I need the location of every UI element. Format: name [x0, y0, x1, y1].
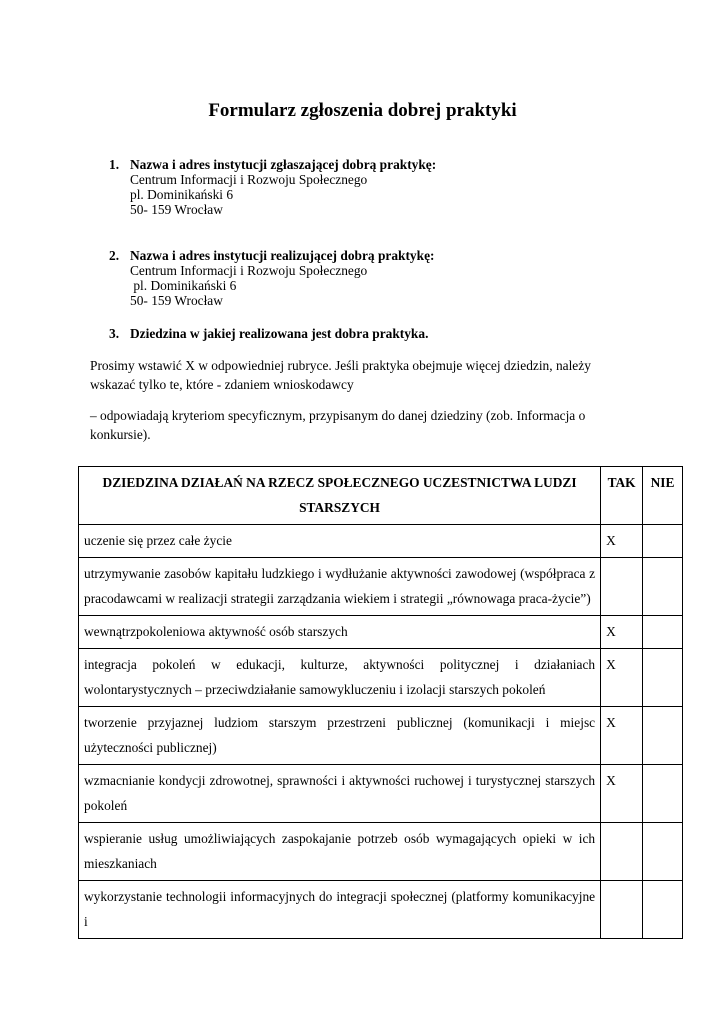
section-1 [109, 157, 436, 217]
nie-cell[interactable] [643, 649, 683, 707]
domain-table [78, 466, 683, 939]
table-row [79, 616, 683, 649]
section-2-heading [109, 248, 434, 263]
section-2-number: 2. [109, 248, 120, 263]
domain-cell: tworzenie przyjaznej ludziom starszym przestrzeni publicznej (komunikacji i miejsc użyteczności publicznej) [79, 707, 601, 765]
section-3-heading [109, 326, 428, 341]
nie-cell[interactable] [643, 616, 683, 649]
tak-cell[interactable] [601, 881, 643, 939]
domain-cell: wzmacnianie kondycji zdrowotnej, sprawności i aktywności ruchowej i turystycznej starszych pokoleń [79, 765, 601, 823]
domain-cell: wykorzystanie technologii informacyjnych do integracji społecznej (platformy komunikacyjne i [79, 881, 601, 939]
section-2-line-2: pl. Dominikański 6 [130, 278, 237, 293]
tak-cell[interactable]: X [601, 525, 643, 558]
section-3-number: 3. [109, 326, 120, 341]
section-2-line-1: Centrum Informacji i Rozwoju Społecznego [130, 263, 368, 278]
section-1-heading [109, 157, 436, 172]
tak-cell[interactable] [601, 823, 643, 881]
section-1-line-2: pl. Dominikański 6 [130, 187, 234, 202]
section-2-line-3: 50- 159 Wrocław [130, 293, 223, 308]
table-row [79, 707, 683, 765]
nie-cell[interactable] [643, 881, 683, 939]
domain-cell: wspieranie usług umożliwiających zaspokajanie potrzeb osób wymagających opieki w ich mieszkaniach [79, 823, 601, 881]
section-1-line-1: Centrum Informacji i Rozwoju Społecznego [130, 172, 368, 187]
instructions-paragraph-1 [90, 356, 610, 394]
instructions-paragraph-2 [90, 406, 610, 444]
table-row [79, 558, 683, 616]
section-2 [109, 248, 434, 308]
tak-cell[interactable] [601, 558, 643, 616]
table-row [79, 881, 683, 939]
nie-column-header: NIE [643, 467, 683, 525]
section-1-heading-text: Nazwa i adres instytucji zgłaszającej dobrą praktykę: [130, 157, 437, 172]
domain-cell: integracja pokoleń w edukacji, kulturze, aktywności politycznej i działaniach wolontarystycznych – przeciwdziałanie samowykluczeniu i izolacji starszych pokoleń [79, 649, 601, 707]
section-2-heading-text: Nazwa i adres instytucji realizującej dobrą praktykę: [130, 248, 435, 263]
tak-column-header: TAK [601, 467, 643, 525]
nie-cell[interactable] [643, 525, 683, 558]
tak-cell[interactable]: X [601, 765, 643, 823]
nie-cell[interactable] [643, 558, 683, 616]
section-1-line-3: 50- 159 Wrocław [130, 202, 223, 217]
nie-cell[interactable] [643, 823, 683, 881]
section-3-heading-text: Dziedzina w jakiej realizowana jest dobra praktyka. [130, 326, 429, 341]
nie-cell[interactable] [643, 707, 683, 765]
section-3 [109, 326, 428, 341]
section-1-number: 1. [109, 157, 120, 172]
domain-cell: utrzymywanie zasobów kapitału ludzkiego i wydłużanie aktywności zawodowej (współpraca z pracodawcami w realizacji strategii zarządzania wiekiem i strategii „równowaga praca-życie”) [79, 558, 601, 616]
instructions-text-2: – odpowiadają kryteriom specyficznym, przypisanym do danej dziedziny (zob. Informacja o konkursie). [90, 408, 586, 442]
domain-column-header: DZIEDZINA DZIAŁAŃ NA RZECZ SPOŁECZNEGO UCZESTNICTWA LUDZI STARSZYCH [79, 467, 601, 525]
domain-cell: uczenie się przez całe życie [79, 525, 601, 558]
table-row [79, 823, 683, 881]
table-row [79, 649, 683, 707]
table-header-row [79, 467, 683, 525]
instructions-text-1: Prosimy wstawić X w odpowiedniej rubryce. Jeśli praktyka obejmuje więcej dziedzin, należy wskazać tylko te, które - zdaniem wnioskodawcy [90, 358, 591, 392]
nie-cell[interactable] [643, 765, 683, 823]
table-row [79, 525, 683, 558]
tak-cell[interactable]: X [601, 616, 643, 649]
page-title: Formularz zgłoszenia dobrej praktyki [208, 100, 517, 121]
domain-cell: wewnątrzpokoleniowa aktywność osób starszych [79, 616, 601, 649]
table-row [79, 765, 683, 823]
tak-cell[interactable]: X [601, 649, 643, 707]
tak-cell[interactable]: X [601, 707, 643, 765]
